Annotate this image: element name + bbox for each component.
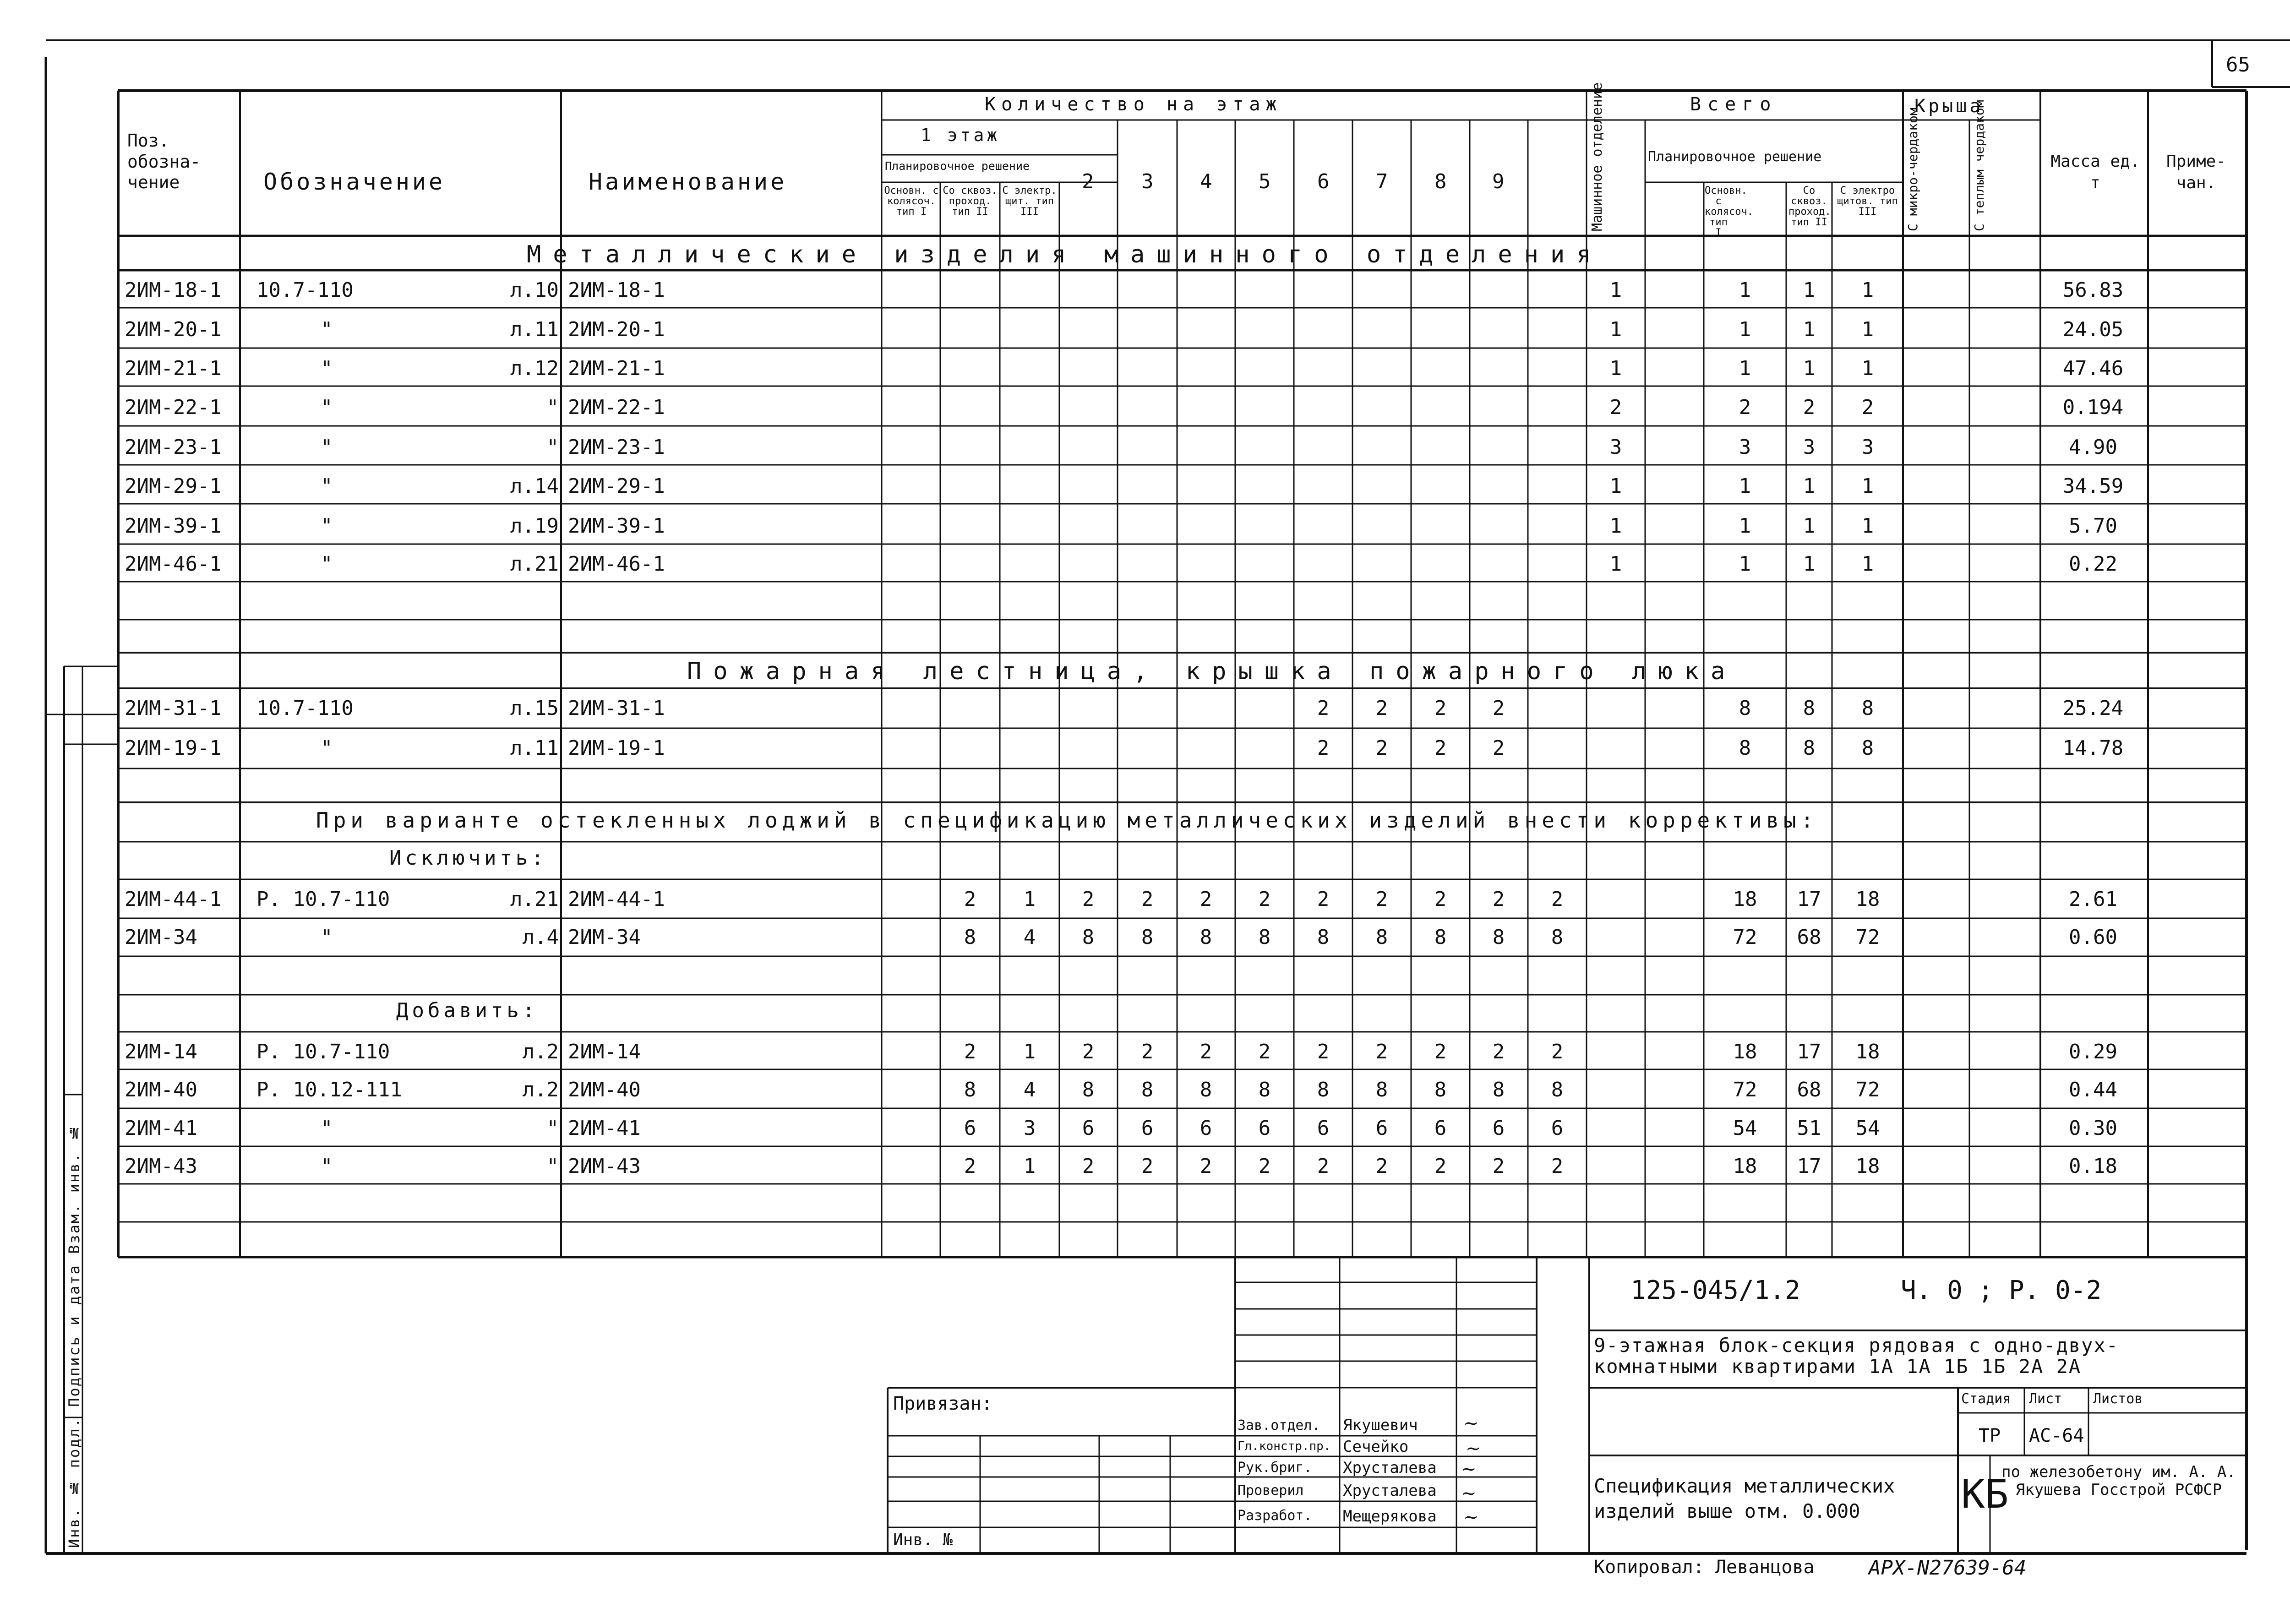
row-machine-7-name: 2ИМ-39-1 (568, 514, 665, 538)
row-exclude-2-floor-5: 8 (1317, 926, 1330, 949)
row-add-3-type1: 6 (964, 1117, 976, 1140)
row-add-2-floor-2: 8 (1141, 1078, 1154, 1101)
person-1: Якушевич (1343, 1416, 1418, 1434)
row-add-3-type3: 6 (1082, 1117, 1095, 1140)
row-fire-2-f6: 2 (1317, 736, 1330, 760)
row-add-3-floor-4: 6 (1258, 1117, 1271, 1140)
row-machine-6-total-t3: 1 (1861, 474, 1874, 498)
org-abbr: КБ (1961, 1471, 2009, 1517)
row-machine-4-doc: " (321, 396, 333, 419)
row-add-1-total-t2: 17 (1797, 1040, 1821, 1063)
row-machine-7-doc: " (321, 514, 333, 538)
row-add-4-type2: 1 (1023, 1155, 1036, 1178)
row-exclude-2-pos: 2ИМ-34 (125, 926, 197, 949)
row-exclude-2-total-t2: 68 (1797, 926, 1821, 949)
row-exclude-1-sheet: л.21 (510, 888, 559, 911)
row-machine-2-total-t3: 1 (1861, 318, 1874, 341)
row-add-4-type1: 2 (964, 1155, 976, 1178)
role-5: Разработ. (1238, 1508, 1312, 1524)
row-machine-1-pos: 2ИМ-18-1 (125, 278, 222, 302)
row-machine-5-total-t3: 3 (1861, 436, 1874, 459)
row-exclude-2-total-t3: 72 (1855, 926, 1880, 949)
inv-label: Инв. № (893, 1531, 953, 1549)
role-1: Зав.отдел. (1238, 1417, 1320, 1433)
header-notes: Приме-чан. (2166, 152, 2226, 192)
row-add-3-type2: 3 (1023, 1117, 1036, 1140)
role-2: Гл.констр.пр. (1238, 1439, 1331, 1453)
row-machine-3-sheet: л.12 (510, 357, 559, 380)
header-total-subtype-1: Основн. с колясоч. тип I (1705, 185, 1753, 239)
role-4: Проверил (1238, 1482, 1304, 1499)
row-machine-7-total-t3: 1 (1861, 514, 1874, 538)
row-add-2-doc: Р. 10.12-111 (256, 1078, 402, 1101)
row-add-2-total-t2: 68 (1797, 1078, 1821, 1101)
row-add-2-floor-6: 8 (1375, 1078, 1388, 1101)
row-exclude-1-pos: 2ИМ-44-1 (125, 888, 222, 911)
row-add-2-floor-5: 8 (1317, 1078, 1330, 1101)
row-add-1-type2: 1 (1023, 1040, 1036, 1063)
row-exclude-1-floor-9: 2 (1551, 888, 1564, 911)
row-add-4-doc: " (321, 1155, 333, 1178)
row-add-4-pos: 2ИМ-43 (125, 1155, 197, 1178)
section-fire-ladder: Пожарная лестница, крышка пожарного люка (687, 658, 1737, 685)
row-exclude-1-floor-7: 2 (1434, 888, 1447, 911)
signature-2-icon: ~ (1466, 1438, 1481, 1459)
row-add-1-floor-6: 2 (1375, 1040, 1388, 1063)
row-machine-2-mass: 24.05 (2062, 318, 2124, 341)
header-roof-warm: С теплым чердаком (1972, 100, 1987, 231)
sheet-value: АС-64 (2029, 1425, 2084, 1446)
side-stamp: Инв. № подл. Подпись и дата Взам. инв. № (65, 1123, 83, 1548)
row-machine-8-machine-room: 1 (1609, 552, 1622, 576)
row-machine-2-machine-room: 1 (1609, 318, 1622, 341)
row-machine-7-total-t2: 1 (1803, 514, 1816, 538)
row-add-1-floor-5: 2 (1317, 1040, 1330, 1063)
row-machine-2-doc: " (321, 318, 333, 341)
header-floor1: 1 этаж (921, 125, 1000, 145)
row-add-2-type3: 8 (1082, 1078, 1095, 1101)
row-machine-8-name: 2ИМ-46-1 (568, 552, 665, 576)
row-exclude-2-floor-3: 8 (1200, 926, 1212, 949)
row-machine-4-total-t2: 2 (1803, 396, 1816, 419)
row-add-3-name: 2ИМ-41 (568, 1117, 641, 1140)
row-add-3-doc: " (321, 1117, 333, 1140)
header-machine-room: Машинное отделение (1589, 82, 1605, 231)
row-add-3-floor-6: 6 (1375, 1117, 1388, 1140)
row-exclude-2-floor-7: 8 (1434, 926, 1447, 949)
row-machine-2-name: 2ИМ-20-1 (568, 318, 665, 341)
row-machine-1-total-t1: 1 (1739, 278, 1751, 302)
row-add-1-floor-7: 2 (1434, 1040, 1447, 1063)
row-add-3-floor-3: 6 (1200, 1117, 1212, 1140)
row-add-3-floor-9: 6 (1551, 1117, 1564, 1140)
row-add-2-mass: 0.44 (2069, 1078, 2117, 1101)
row-machine-8-sheet: л.21 (510, 552, 559, 576)
row-add-2-floor-9: 8 (1551, 1078, 1564, 1101)
header-floor-7: 7 (1376, 170, 1388, 193)
row-add-3-total-t2: 51 (1797, 1117, 1821, 1140)
header-subtype-3: С электр. щит. тип III (1002, 185, 1057, 218)
header-floor-5: 5 (1259, 170, 1271, 193)
row-add-1-doc: Р. 10.7-110 (256, 1040, 390, 1063)
row-machine-7-sheet: л.19 (510, 514, 559, 538)
copied-by: Копировал: Леванцова (1594, 1557, 1815, 1578)
row-machine-8-pos: 2ИМ-46-1 (125, 552, 222, 576)
row-add-1-type1: 2 (964, 1040, 976, 1063)
row-machine-6-machine-room: 1 (1609, 474, 1622, 498)
row-machine-1-name: 2ИМ-18-1 (568, 278, 665, 302)
row-machine-6-name: 2ИМ-29-1 (568, 474, 665, 498)
row-machine-5-pos: 2ИМ-23-1 (125, 436, 222, 459)
row-machine-7-total-t1: 1 (1739, 514, 1751, 538)
header-floor-3: 3 (1141, 170, 1154, 193)
row-fire-1-mass: 25.24 (2062, 697, 2124, 720)
row-machine-3-mass: 47.46 (2062, 357, 2124, 380)
header-subtype-2: Со сквоз. проход. тип II (943, 185, 998, 218)
doc-code: 125-045/1.2 (1630, 1275, 1800, 1305)
row-machine-6-total-t1: 1 (1739, 474, 1751, 498)
row-add-1-name: 2ИМ-14 (568, 1040, 641, 1063)
signature-3-icon: ~ (1461, 1459, 1477, 1480)
row-fire-1-total-t2: 8 (1803, 697, 1816, 720)
row-add-1-sheet: л.2 (522, 1040, 559, 1063)
row-machine-7-mass: 5.70 (2069, 514, 2117, 538)
row-exclude-2-floor-2: 8 (1141, 926, 1154, 949)
header-name: Наименование (589, 169, 787, 195)
row-add-2-floor-8: 8 (1492, 1078, 1505, 1101)
row-add-2-floor-3: 8 (1200, 1078, 1212, 1101)
row-fire-2-name: 2ИМ-19-1 (568, 736, 665, 760)
row-add-1-mass: 0.29 (2069, 1040, 2117, 1063)
sheets-label: Листов (2093, 1391, 2143, 1407)
row-add-4-floor-4: 2 (1258, 1155, 1271, 1178)
row-exclude-1-total-t1: 18 (1733, 888, 1757, 911)
label-add: Добавить: (396, 999, 539, 1022)
role-3: Рук.бриг. (1238, 1460, 1312, 1476)
row-add-1-floor-4: 2 (1258, 1040, 1271, 1063)
row-machine-4-machine-room: 2 (1609, 396, 1622, 419)
person-4: Хрусталева (1343, 1482, 1437, 1500)
row-machine-8-doc: " (321, 552, 333, 576)
row-add-1-floor-9: 2 (1551, 1040, 1564, 1063)
page-number: 65 (2226, 53, 2250, 76)
row-add-3-floor-5: 6 (1317, 1117, 1330, 1140)
doc-part: Ч. 0 ; Р. 0-2 (1901, 1275, 2102, 1305)
row-machine-3-total-t1: 1 (1739, 357, 1751, 380)
row-add-3-total-t3: 54 (1855, 1117, 1880, 1140)
row-add-4-total-t1: 18 (1733, 1155, 1757, 1178)
row-add-4-floor-7: 2 (1434, 1155, 1447, 1178)
row-fire-2-f9: 2 (1492, 736, 1505, 760)
person-2: Сечейко (1343, 1438, 1409, 1456)
row-machine-4-name: 2ИМ-22-1 (568, 396, 665, 419)
row-exclude-2-floor-4: 8 (1258, 926, 1271, 949)
row-machine-4-total-t3: 2 (1861, 396, 1874, 419)
row-exclude-1-floor-2: 2 (1141, 888, 1154, 911)
row-add-4-floor-9: 2 (1551, 1155, 1564, 1178)
row-add-4-floor-3: 2 (1200, 1155, 1212, 1178)
row-add-1-total-t1: 18 (1733, 1040, 1757, 1063)
person-5: Мещерякова (1343, 1507, 1437, 1526)
header-roof: Крыша (1914, 96, 1984, 117)
row-fire-1-name: 2ИМ-31-1 (568, 697, 665, 720)
row-add-3-floor-8: 6 (1492, 1117, 1505, 1140)
row-machine-3-total-t2: 1 (1803, 357, 1816, 380)
row-add-4-floor-2: 2 (1141, 1155, 1154, 1178)
row-machine-3-name: 2ИМ-21-1 (568, 357, 665, 380)
row-exclude-2-total-t1: 72 (1733, 926, 1757, 949)
signature-5-icon: ~ (1463, 1507, 1479, 1528)
row-machine-1-machine-room: 1 (1609, 278, 1622, 302)
row-machine-6-doc: " (321, 474, 333, 498)
row-exclude-1-mass: 2.61 (2069, 888, 2117, 911)
row-fire-2-doc: " (321, 736, 333, 760)
row-machine-4-total-t1: 2 (1739, 396, 1751, 419)
section-machine-room: Металлические изделия машинного отделения (527, 241, 1603, 268)
signature-4-icon: ~ (1461, 1483, 1477, 1504)
row-machine-7-pos: 2ИМ-39-1 (125, 514, 222, 538)
row-fire-2-f7: 2 (1375, 736, 1388, 760)
org-name: по железобетону им. А. А. Якушева Госстрой РСФСР (2001, 1463, 2236, 1499)
row-fire-1-pos: 2ИМ-31-1 (125, 697, 222, 720)
header-total-subtype-2: Со сквоз. проход. тип II (1788, 185, 1831, 229)
row-fire-2-pos: 2ИМ-19-1 (125, 736, 222, 760)
row-fire-2-f8: 2 (1434, 736, 1447, 760)
row-machine-8-total-t3: 1 (1861, 552, 1874, 576)
row-fire-1-f9: 2 (1492, 697, 1505, 720)
row-add-1-pos: 2ИМ-14 (125, 1040, 197, 1063)
row-machine-5-mass: 4.90 (2069, 436, 2117, 459)
row-machine-2-total-t2: 1 (1803, 318, 1816, 341)
row-fire-2-sheet: л.11 (510, 736, 559, 760)
row-machine-3-total-t3: 1 (1861, 357, 1874, 380)
row-add-4-mass: 0.18 (2069, 1155, 2117, 1178)
header-floor-9: 9 (1492, 170, 1505, 193)
row-machine-5-machine-room: 3 (1609, 436, 1622, 459)
label-exclude: Исключить: (389, 846, 547, 870)
row-exclude-2-sheet: л.4 (522, 926, 559, 949)
row-exclude-2-type3: 8 (1082, 926, 1095, 949)
row-machine-2-pos: 2ИМ-20-1 (125, 318, 222, 341)
row-machine-1-total-t2: 1 (1803, 278, 1816, 302)
row-machine-3-machine-room: 1 (1609, 357, 1622, 380)
header-total-subtype-3: С электро щитов. тип III (1837, 185, 1898, 218)
row-machine-8-total-t1: 1 (1739, 552, 1751, 576)
row-fire-1-f7: 2 (1375, 697, 1388, 720)
row-add-2-type2: 4 (1023, 1078, 1036, 1101)
row-add-4-floor-8: 2 (1492, 1155, 1505, 1178)
row-add-2-floor-7: 8 (1434, 1078, 1447, 1101)
row-machine-6-pos: 2ИМ-29-1 (125, 474, 222, 498)
section-glazed-loggias: При варианте остекленных лоджий в спецификацию металлических изделий внести коррективы: (316, 808, 1818, 833)
row-machine-5-sheet: " (546, 436, 559, 459)
project-title: 9-этажная блок-секция рядовая с одно-двух-комнатными квартирами 1А 1А 1Б 1Б 2А 2А (1594, 1334, 2119, 1378)
row-fire-2-mass: 14.78 (2062, 736, 2124, 760)
row-exclude-2-mass: 0.60 (2069, 926, 2117, 949)
row-exclude-1-type3: 2 (1082, 888, 1095, 911)
row-machine-3-doc: " (321, 357, 333, 380)
row-machine-1-sheet: л.10 (510, 278, 559, 302)
signature-1-icon: ~ (1463, 1413, 1479, 1434)
row-add-2-total-t3: 72 (1855, 1078, 1880, 1101)
row-add-3-floor-2: 6 (1141, 1117, 1154, 1140)
row-machine-5-name: 2ИМ-23-1 (568, 436, 665, 459)
row-exclude-2-floor-9: 8 (1551, 926, 1564, 949)
row-machine-2-sheet: л.11 (510, 318, 559, 341)
row-add-3-sheet: " (546, 1117, 559, 1140)
row-machine-7-machine-room: 1 (1609, 514, 1622, 538)
header-layout-solution: Планировочное решение (885, 159, 1030, 173)
row-fire-1-doc: 10.7-110 (256, 697, 354, 720)
row-exclude-1-floor-3: 2 (1200, 888, 1212, 911)
row-add-4-floor-5: 2 (1317, 1155, 1330, 1178)
row-add-4-total-t2: 17 (1797, 1155, 1821, 1178)
row-exclude-1-floor-5: 2 (1317, 888, 1330, 911)
row-add-1-floor-3: 2 (1200, 1040, 1212, 1063)
row-exclude-1-floor-4: 2 (1258, 888, 1271, 911)
header-pos: Поз. обозна- чение (127, 131, 201, 193)
row-machine-4-pos: 2ИМ-22-1 (125, 396, 222, 419)
row-add-1-floor-8: 2 (1492, 1040, 1505, 1063)
row-machine-2-total-t1: 1 (1739, 318, 1751, 341)
header-total: Всего (1690, 94, 1777, 115)
row-fire-1-f6: 2 (1317, 697, 1330, 720)
header-floor-6: 6 (1317, 170, 1330, 193)
header-total-layout: Планировочное решение (1648, 149, 1822, 165)
header-mass: Масса ед. т (2050, 152, 2140, 192)
row-machine-8-total-t2: 1 (1803, 552, 1816, 576)
row-exclude-2-type1: 8 (964, 926, 976, 949)
row-exclude-1-type1: 2 (964, 888, 976, 911)
row-exclude-1-name: 2ИМ-44-1 (568, 888, 665, 911)
row-exclude-1-total-t3: 18 (1855, 888, 1880, 911)
row-machine-6-total-t2: 1 (1803, 474, 1816, 498)
row-exclude-2-floor-8: 8 (1492, 926, 1505, 949)
row-fire-1-sheet: л.15 (510, 697, 559, 720)
row-machine-6-mass: 34.59 (2062, 474, 2124, 498)
row-exclude-2-name: 2ИМ-34 (568, 926, 641, 949)
row-add-4-floor-6: 2 (1375, 1155, 1388, 1178)
row-add-3-pos: 2ИМ-41 (125, 1117, 197, 1140)
header-floor-2: 2 (1082, 170, 1094, 193)
row-add-2-floor-4: 8 (1258, 1078, 1271, 1101)
row-fire-2-total-t1: 8 (1739, 736, 1751, 760)
row-machine-6-sheet: л.14 (510, 474, 559, 498)
row-exclude-2-doc: " (321, 926, 333, 949)
row-machine-4-sheet: " (546, 396, 559, 419)
row-exclude-2-floor-6: 8 (1375, 926, 1388, 949)
row-add-3-floor-7: 6 (1434, 1117, 1447, 1140)
row-machine-8-mass: 0.22 (2069, 552, 2117, 576)
row-fire-2-total-t3: 8 (1861, 736, 1874, 760)
row-exclude-1-floor-8: 2 (1492, 888, 1505, 911)
document-title: Спецификация металлических изделий выше отм. 0.000 (1594, 1475, 1895, 1522)
row-fire-1-f8: 2 (1434, 697, 1447, 720)
sheet-label: Лист (2029, 1391, 2062, 1407)
header-floor-4: 4 (1200, 170, 1212, 193)
row-add-2-type1: 8 (964, 1078, 976, 1101)
row-add-1-floor-2: 2 (1141, 1040, 1154, 1063)
row-add-1-type3: 2 (1082, 1040, 1095, 1063)
row-exclude-1-type2: 1 (1023, 888, 1036, 911)
header-floor-8: 8 (1434, 170, 1447, 193)
stage-value: ТР (1979, 1425, 2001, 1446)
row-fire-2-total-t2: 8 (1803, 736, 1816, 760)
row-machine-4-mass: 0.194 (2062, 396, 2124, 419)
row-machine-5-doc: " (321, 436, 333, 459)
row-add-4-name: 2ИМ-43 (568, 1155, 641, 1178)
row-machine-5-total-t1: 3 (1739, 436, 1751, 459)
row-add-4-sheet: " (546, 1155, 559, 1178)
header-subtype-1: Основн. с колясоч. тип I (884, 185, 939, 218)
row-add-4-total-t3: 18 (1855, 1155, 1880, 1178)
archive-number: АРХ-N27639-64 (1869, 1556, 2027, 1580)
header-designation: Обозначение (263, 169, 446, 195)
row-machine-1-total-t3: 1 (1861, 278, 1874, 302)
row-exclude-1-floor-6: 2 (1375, 888, 1388, 911)
row-add-3-mass: 0.30 (2069, 1117, 2117, 1140)
stage-label: Стадия (1961, 1391, 2011, 1407)
row-add-2-pos: 2ИМ-40 (125, 1078, 197, 1101)
row-machine-3-pos: 2ИМ-21-1 (125, 357, 222, 380)
bound-label: Привязан: (893, 1393, 992, 1414)
row-fire-1-total-t3: 8 (1861, 697, 1874, 720)
header-roof-cold: С микро-чердаком (1905, 108, 1920, 231)
row-add-1-total-t3: 18 (1855, 1040, 1880, 1063)
row-add-2-name: 2ИМ-40 (568, 1078, 641, 1101)
row-machine-1-doc: 10.7-110 (256, 278, 354, 302)
row-add-4-type3: 2 (1082, 1155, 1095, 1178)
row-exclude-1-doc: Р. 10.7-110 (256, 888, 390, 911)
row-machine-1-mass: 56.83 (2062, 278, 2124, 302)
row-fire-1-total-t1: 8 (1739, 697, 1751, 720)
row-exclude-2-type2: 4 (1023, 926, 1036, 949)
row-exclude-1-total-t2: 17 (1797, 888, 1821, 911)
row-add-2-sheet: л.2 (522, 1078, 559, 1101)
row-add-3-total-t1: 54 (1733, 1117, 1757, 1140)
row-machine-5-total-t2: 3 (1803, 436, 1816, 459)
row-add-2-total-t1: 72 (1733, 1078, 1757, 1101)
person-3: Хрусталева (1343, 1459, 1437, 1477)
header-quantity-per-floor: Количество на этаж (985, 94, 1282, 115)
